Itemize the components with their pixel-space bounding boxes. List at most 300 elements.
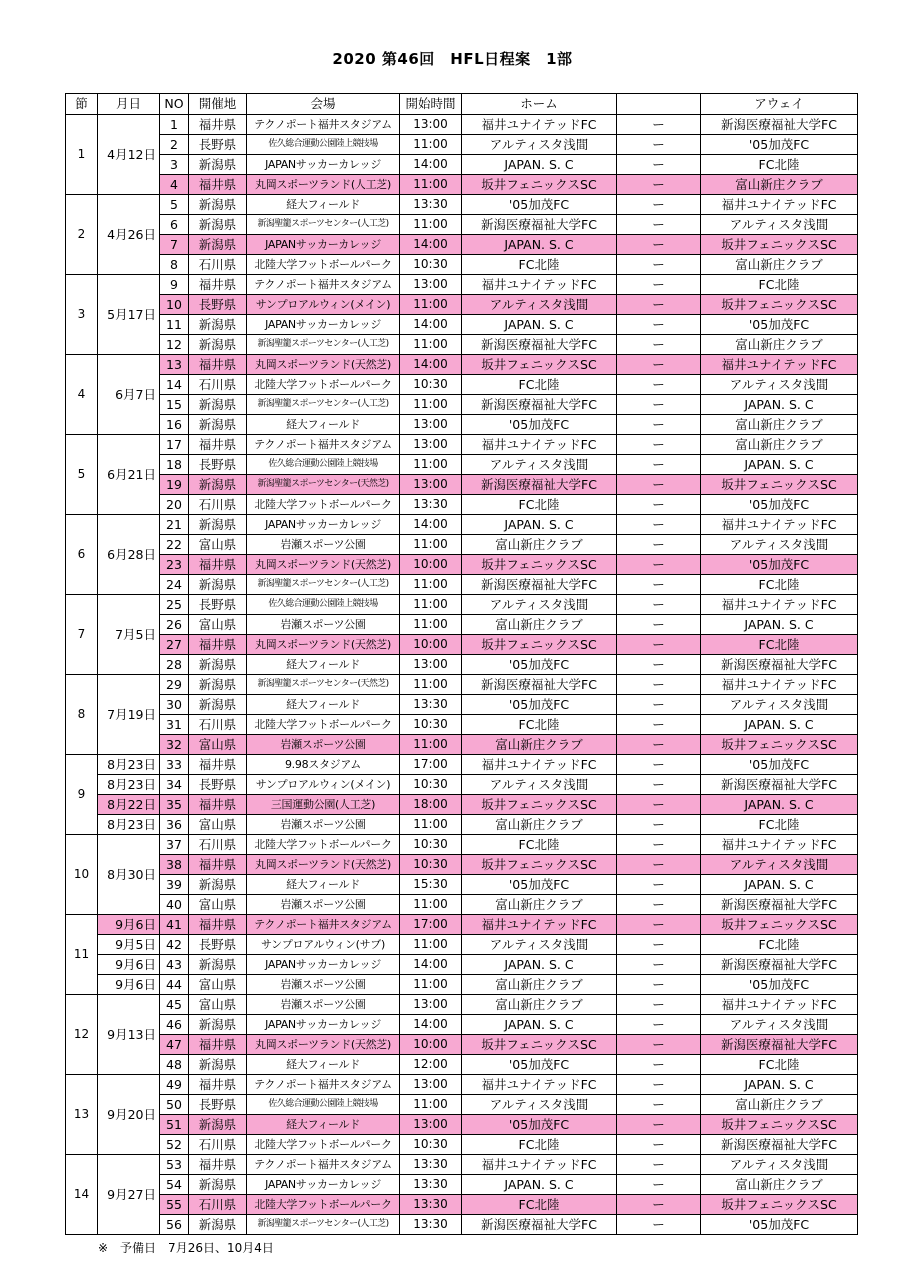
match-row — [66, 275, 858, 295]
match-row — [66, 855, 858, 875]
away-team: JAPAN. S. C — [701, 875, 858, 895]
match-row — [66, 975, 858, 995]
match-no: 17 — [160, 435, 189, 455]
versus-mark: ー — [617, 955, 701, 975]
match-venue: サンプロアルウィン(サブ) — [247, 935, 400, 955]
match-prefecture: 富山県 — [189, 615, 247, 635]
match-date: 9月6日 — [98, 915, 160, 935]
match-time: 11:00 — [400, 215, 462, 235]
versus-mark: ー — [617, 835, 701, 855]
match-prefecture: 長野県 — [189, 935, 247, 955]
match-venue: テクノポート福井スタジアム — [247, 275, 400, 295]
home-team: FC北陸 — [462, 375, 617, 395]
home-team: アルティスタ浅間 — [462, 775, 617, 795]
match-row — [66, 315, 858, 335]
home-team: 富山新庄クラブ — [462, 815, 617, 835]
match-venue: 経大フィールド — [247, 695, 400, 715]
match-prefecture: 石川県 — [189, 1135, 247, 1155]
match-prefecture: 新潟県 — [189, 1115, 247, 1135]
match-time: 13:00 — [400, 475, 462, 495]
match-prefecture: 新潟県 — [189, 655, 247, 675]
match-no: 43 — [160, 955, 189, 975]
match-prefecture: 新潟県 — [189, 195, 247, 215]
section-number: 14 — [66, 1155, 98, 1235]
versus-mark: ー — [617, 435, 701, 455]
match-no: 26 — [160, 615, 189, 635]
match-prefecture: 富山県 — [189, 995, 247, 1015]
versus-mark: ー — [617, 315, 701, 335]
versus-mark: ー — [617, 275, 701, 295]
match-prefecture: 富山県 — [189, 815, 247, 835]
versus-mark: ー — [617, 395, 701, 415]
match-time: 11:00 — [400, 615, 462, 635]
match-prefecture: 長野県 — [189, 295, 247, 315]
match-time: 13:00 — [400, 115, 462, 135]
match-venue: 経大フィールド — [247, 655, 400, 675]
match-no: 36 — [160, 815, 189, 835]
match-date: 8月23日 — [98, 755, 160, 775]
match-no: 49 — [160, 1075, 189, 1095]
match-time: 14:00 — [400, 515, 462, 535]
away-team: 福井ユナイテッドFC — [701, 515, 858, 535]
section-number: 7 — [66, 595, 98, 675]
home-team: 福井ユナイテッドFC — [462, 435, 617, 455]
versus-mark: ー — [617, 255, 701, 275]
versus-mark: ー — [617, 1035, 701, 1055]
section-number: 4 — [66, 355, 98, 435]
match-time: 13:00 — [400, 435, 462, 455]
match-row — [66, 1035, 858, 1055]
match-row — [66, 555, 858, 575]
away-team: '05加茂FC — [701, 975, 858, 995]
match-no: 38 — [160, 855, 189, 875]
versus-mark: ー — [617, 1215, 701, 1235]
away-team: 福井ユナイテッドFC — [701, 595, 858, 615]
match-no: 14 — [160, 375, 189, 395]
header-no: NO — [160, 94, 189, 115]
away-team: FC北陸 — [701, 935, 858, 955]
match-venue: JAPANサッカーカレッジ — [247, 1175, 400, 1195]
versus-mark: ー — [617, 775, 701, 795]
home-team: 新潟医療福祉大学FC — [462, 675, 617, 695]
versus-mark: ー — [617, 995, 701, 1015]
away-team: FC北陸 — [701, 635, 858, 655]
match-prefecture: 石川県 — [189, 715, 247, 735]
match-time: 15:30 — [400, 875, 462, 895]
match-prefecture: 長野県 — [189, 775, 247, 795]
home-team: 新潟医療福祉大学FC — [462, 1215, 617, 1235]
match-venue: テクノポート福井スタジアム — [247, 915, 400, 935]
match-venue: サンプロアルウィン(メイン) — [247, 295, 400, 315]
match-row — [66, 1055, 858, 1075]
home-team: 新潟医療福祉大学FC — [462, 475, 617, 495]
away-team: 富山新庄クラブ — [701, 335, 858, 355]
match-date: 4月12日 — [98, 115, 160, 195]
versus-mark: ー — [617, 375, 701, 395]
home-team: アルティスタ浅間 — [462, 1095, 617, 1115]
match-date: 9月20日 — [98, 1075, 160, 1155]
match-venue: 北陸大学フットボールパーク — [247, 715, 400, 735]
match-time: 14:00 — [400, 315, 462, 335]
home-team: 富山新庄クラブ — [462, 615, 617, 635]
away-team: 福井ユナイテッドFC — [701, 675, 858, 695]
match-venue: JAPANサッカーカレッジ — [247, 235, 400, 255]
match-time: 11:00 — [400, 175, 462, 195]
match-time: 14:00 — [400, 155, 462, 175]
match-row — [66, 795, 858, 815]
match-prefecture: 福井県 — [189, 175, 247, 195]
match-venue: 北陸大学フットボールパーク — [247, 375, 400, 395]
match-venue: サンプロアルウィン(メイン) — [247, 775, 400, 795]
match-no: 24 — [160, 575, 189, 595]
match-venue: 丸岡スポーツランド(天然芝) — [247, 1035, 400, 1055]
match-row — [66, 995, 858, 1015]
match-date: 9月5日 — [98, 935, 160, 955]
versus-mark: ー — [617, 895, 701, 915]
document-title: 2020 第46回 HFL日程案 1部 — [332, 50, 573, 68]
away-team: JAPAN. S. C — [701, 795, 858, 815]
match-time: 11:00 — [400, 455, 462, 475]
match-time: 11:00 — [400, 675, 462, 695]
match-prefecture: 新潟県 — [189, 415, 247, 435]
away-team: 福井ユナイテッドFC — [701, 195, 858, 215]
match-prefecture: 新潟県 — [189, 395, 247, 415]
match-prefecture: 福井県 — [189, 795, 247, 815]
match-time: 11:00 — [400, 975, 462, 995]
match-prefecture: 新潟県 — [189, 235, 247, 255]
home-team: '05加茂FC — [462, 655, 617, 675]
match-prefecture: 福井県 — [189, 635, 247, 655]
home-team: 坂井フェニックスSC — [462, 175, 617, 195]
match-no: 20 — [160, 495, 189, 515]
versus-mark: ー — [617, 595, 701, 615]
away-team: JAPAN. S. C — [701, 615, 858, 635]
versus-mark: ー — [617, 515, 701, 535]
match-no: 8 — [160, 255, 189, 275]
match-row — [66, 1075, 858, 1095]
match-prefecture: 長野県 — [189, 1095, 247, 1115]
section-number: 3 — [66, 275, 98, 355]
header-time: 開始時間 — [400, 94, 462, 115]
match-venue: テクノポート福井スタジアム — [247, 1075, 400, 1095]
match-row — [66, 955, 858, 975]
match-venue: 岩瀬スポーツ公園 — [247, 615, 400, 635]
match-no: 35 — [160, 795, 189, 815]
match-date: 9月27日 — [98, 1155, 160, 1235]
match-time: 10:00 — [400, 555, 462, 575]
match-time: 13:00 — [400, 995, 462, 1015]
match-no: 40 — [160, 895, 189, 915]
match-time: 10:00 — [400, 1035, 462, 1055]
header-venue: 会場 — [247, 94, 400, 115]
match-time: 11:00 — [400, 735, 462, 755]
match-date: 9月6日 — [98, 955, 160, 975]
home-team: アルティスタ浅間 — [462, 135, 617, 155]
match-prefecture: 新潟県 — [189, 1015, 247, 1035]
match-venue: 佐久総合運動公園陸上競技場 — [247, 455, 400, 475]
match-venue: 北陸大学フットボールパーク — [247, 495, 400, 515]
home-team: 坂井フェニックスSC — [462, 855, 617, 875]
home-team: FC北陸 — [462, 495, 617, 515]
versus-mark: ー — [617, 155, 701, 175]
match-no: 44 — [160, 975, 189, 995]
match-no: 7 — [160, 235, 189, 255]
versus-mark: ー — [617, 175, 701, 195]
match-no: 50 — [160, 1095, 189, 1115]
home-team: 坂井フェニックスSC — [462, 635, 617, 655]
header-vs — [617, 94, 701, 115]
match-venue: 丸岡スポーツランド(人工芝) — [247, 175, 400, 195]
match-date: 7月5日 — [98, 595, 160, 675]
away-team: 坂井フェニックスSC — [701, 235, 858, 255]
home-team: 福井ユナイテッドFC — [462, 275, 617, 295]
match-no: 45 — [160, 995, 189, 1015]
section-number: 6 — [66, 515, 98, 595]
versus-mark: ー — [617, 335, 701, 355]
match-no: 21 — [160, 515, 189, 535]
home-team: 新潟医療福祉大学FC — [462, 395, 617, 415]
match-venue: JAPANサッカーカレッジ — [247, 955, 400, 975]
match-date: 6月28日 — [98, 515, 160, 595]
match-time: 10:30 — [400, 1135, 462, 1155]
away-team: FC北陸 — [701, 575, 858, 595]
home-team: 福井ユナイテッドFC — [462, 115, 617, 135]
match-venue: 丸岡スポーツランド(天然芝) — [247, 635, 400, 655]
home-team: JAPAN. S. C — [462, 1015, 617, 1035]
versus-mark: ー — [617, 655, 701, 675]
match-venue: 経大フィールド — [247, 415, 400, 435]
match-row — [66, 875, 858, 895]
match-row — [66, 915, 858, 935]
match-time: 11:00 — [400, 935, 462, 955]
match-no: 13 — [160, 355, 189, 375]
match-prefecture: 新潟県 — [189, 955, 247, 975]
match-no: 48 — [160, 1055, 189, 1075]
match-no: 39 — [160, 875, 189, 895]
match-date: 5月17日 — [98, 275, 160, 355]
away-team: 福井ユナイテッドFC — [701, 835, 858, 855]
match-row — [66, 175, 858, 195]
match-row — [66, 1095, 858, 1115]
match-prefecture: 福井県 — [189, 1155, 247, 1175]
match-prefecture: 新潟県 — [189, 215, 247, 235]
away-team: 新潟医療福祉大学FC — [701, 1135, 858, 1155]
away-team: FC北陸 — [701, 1055, 858, 1075]
away-team: アルティスタ浅間 — [701, 855, 858, 875]
match-venue: 岩瀬スポーツ公園 — [247, 975, 400, 995]
match-venue: 新潟聖籠スポーツセンター(人工芝) — [247, 395, 400, 415]
home-team: 坂井フェニックスSC — [462, 1035, 617, 1055]
match-row — [66, 235, 858, 255]
match-venue: JAPANサッカーカレッジ — [247, 155, 400, 175]
versus-mark: ー — [617, 1195, 701, 1215]
versus-mark: ー — [617, 755, 701, 775]
match-row — [66, 1215, 858, 1235]
versus-mark: ー — [617, 855, 701, 875]
versus-mark: ー — [617, 295, 701, 315]
home-team: JAPAN. S. C — [462, 155, 617, 175]
away-team: 坂井フェニックスSC — [701, 1115, 858, 1135]
away-team: 坂井フェニックスSC — [701, 295, 858, 315]
match-time: 11:00 — [400, 395, 462, 415]
match-date: 8月23日 — [98, 815, 160, 835]
away-team: '05加茂FC — [701, 755, 858, 775]
match-no: 3 — [160, 155, 189, 175]
match-time: 11:00 — [400, 535, 462, 555]
match-venue: 北陸大学フットボールパーク — [247, 255, 400, 275]
home-team: JAPAN. S. C — [462, 955, 617, 975]
home-team: FC北陸 — [462, 715, 617, 735]
away-team: 富山新庄クラブ — [701, 255, 858, 275]
match-no: 46 — [160, 1015, 189, 1035]
match-venue: 佐久総合運動公園陸上競技場 — [247, 1095, 400, 1115]
away-team: FC北陸 — [701, 815, 858, 835]
away-team: アルティスタ浅間 — [701, 215, 858, 235]
home-team: '05加茂FC — [462, 195, 617, 215]
match-row — [66, 435, 858, 455]
match-date: 6月21日 — [98, 435, 160, 515]
match-no: 5 — [160, 195, 189, 215]
home-team: JAPAN. S. C — [462, 315, 617, 335]
away-team: 福井ユナイテッドFC — [701, 995, 858, 1015]
match-venue: 新潟聖籠スポーツセンター(人工芝) — [247, 335, 400, 355]
away-team: '05加茂FC — [701, 555, 858, 575]
match-time: 13:30 — [400, 1195, 462, 1215]
match-time: 10:00 — [400, 635, 462, 655]
versus-mark: ー — [617, 635, 701, 655]
match-date: 6月7日 — [98, 355, 160, 435]
versus-mark: ー — [617, 695, 701, 715]
match-row — [66, 415, 858, 435]
match-row — [66, 635, 858, 655]
home-team: アルティスタ浅間 — [462, 455, 617, 475]
versus-mark: ー — [617, 455, 701, 475]
away-team: 富山新庄クラブ — [701, 415, 858, 435]
home-team: 富山新庄クラブ — [462, 535, 617, 555]
match-time: 13:00 — [400, 1115, 462, 1135]
match-time: 11:00 — [400, 135, 462, 155]
match-prefecture: 福井県 — [189, 1035, 247, 1055]
match-date: 7月19日 — [98, 675, 160, 755]
section-number: 9 — [66, 755, 98, 835]
section-number: 1 — [66, 115, 98, 195]
match-row — [66, 755, 858, 775]
match-venue: 佐久総合運動公園陸上競技場 — [247, 135, 400, 155]
match-venue: 経大フィールド — [247, 195, 400, 215]
away-team: 富山新庄クラブ — [701, 175, 858, 195]
versus-mark: ー — [617, 235, 701, 255]
match-venue: 丸岡スポーツランド(天然芝) — [247, 855, 400, 875]
match-time: 11:00 — [400, 575, 462, 595]
match-row — [66, 1135, 858, 1155]
home-team: '05加茂FC — [462, 415, 617, 435]
away-team: JAPAN. S. C — [701, 395, 858, 415]
match-date: 8月23日 — [98, 775, 160, 795]
match-prefecture: 新潟県 — [189, 475, 247, 495]
match-venue: 経大フィールド — [247, 1115, 400, 1135]
match-row — [66, 695, 858, 715]
match-prefecture: 福井県 — [189, 555, 247, 575]
home-team: アルティスタ浅間 — [462, 595, 617, 615]
section-number: 11 — [66, 915, 98, 995]
match-venue: 9.98スタジアム — [247, 755, 400, 775]
match-no: 47 — [160, 1035, 189, 1055]
match-prefecture: 石川県 — [189, 835, 247, 855]
away-team: 富山新庄クラブ — [701, 1095, 858, 1115]
match-time: 17:00 — [400, 915, 462, 935]
away-team: 新潟医療福祉大学FC — [701, 1035, 858, 1055]
match-venue: JAPANサッカーカレッジ — [247, 1015, 400, 1035]
match-row — [66, 595, 858, 615]
match-prefecture: 福井県 — [189, 1075, 247, 1095]
versus-mark: ー — [617, 735, 701, 755]
versus-mark: ー — [617, 875, 701, 895]
away-team: 新潟医療福祉大学FC — [701, 655, 858, 675]
home-team: 坂井フェニックスSC — [462, 795, 617, 815]
match-no: 6 — [160, 215, 189, 235]
match-venue: 岩瀬スポーツ公園 — [247, 895, 400, 915]
match-prefecture: 新潟県 — [189, 875, 247, 895]
versus-mark: ー — [617, 1155, 701, 1175]
match-prefecture: 福井県 — [189, 435, 247, 455]
versus-mark: ー — [617, 195, 701, 215]
home-team: JAPAN. S. C — [462, 515, 617, 535]
away-team: 新潟医療福祉大学FC — [701, 955, 858, 975]
match-row — [66, 255, 858, 275]
versus-mark: ー — [617, 1135, 701, 1155]
match-no: 19 — [160, 475, 189, 495]
match-prefecture: 富山県 — [189, 735, 247, 755]
match-venue: テクノポート福井スタジアム — [247, 1155, 400, 1175]
home-team: アルティスタ浅間 — [462, 295, 617, 315]
home-team: 福井ユナイテッドFC — [462, 1075, 617, 1095]
match-no: 37 — [160, 835, 189, 855]
match-time: 13:30 — [400, 1215, 462, 1235]
match-no: 51 — [160, 1115, 189, 1135]
section-number: 5 — [66, 435, 98, 515]
match-row — [66, 615, 858, 635]
match-venue: JAPANサッカーカレッジ — [247, 315, 400, 335]
match-prefecture: 福井県 — [189, 355, 247, 375]
match-venue: 佐久総合運動公園陸上競技場 — [247, 595, 400, 615]
versus-mark: ー — [617, 495, 701, 515]
match-prefecture: 新潟県 — [189, 315, 247, 335]
match-row — [66, 335, 858, 355]
match-no: 23 — [160, 555, 189, 575]
match-venue: 岩瀬スポーツ公園 — [247, 535, 400, 555]
match-time: 14:00 — [400, 235, 462, 255]
match-no: 34 — [160, 775, 189, 795]
home-team: '05加茂FC — [462, 1115, 617, 1135]
versus-mark: ー — [617, 1075, 701, 1095]
away-team: アルティスタ浅間 — [701, 695, 858, 715]
match-time: 13:00 — [400, 275, 462, 295]
versus-mark: ー — [617, 675, 701, 695]
match-time: 13:30 — [400, 695, 462, 715]
match-no: 4 — [160, 175, 189, 195]
away-team: 富山新庄クラブ — [701, 435, 858, 455]
match-prefecture: 新潟県 — [189, 675, 247, 695]
match-time: 10:30 — [400, 835, 462, 855]
match-prefecture: 新潟県 — [189, 575, 247, 595]
match-venue: 丸岡スポーツランド(天然芝) — [247, 355, 400, 375]
match-row — [66, 195, 858, 215]
home-team: アルティスタ浅間 — [462, 935, 617, 955]
header-date: 月日 — [98, 94, 160, 115]
match-row — [66, 675, 858, 695]
match-no: 22 — [160, 535, 189, 555]
away-team: JAPAN. S. C — [701, 1075, 858, 1095]
